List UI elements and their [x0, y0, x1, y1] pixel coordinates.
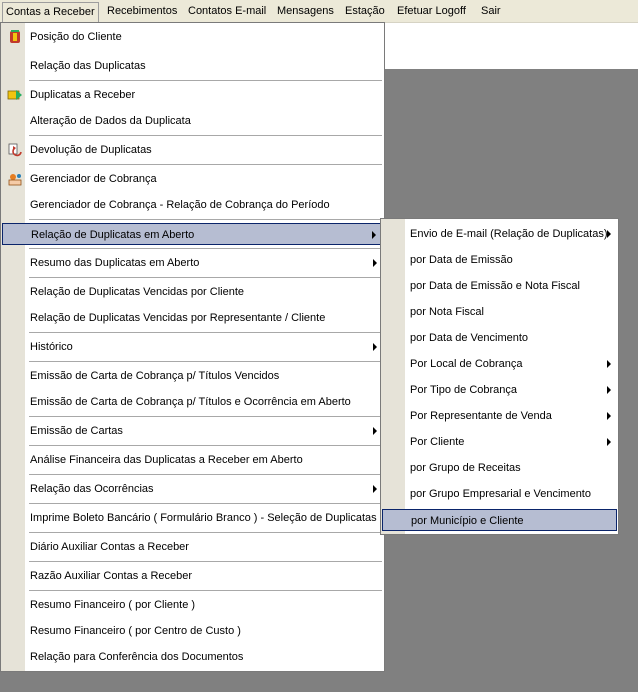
menu-item-analise-financeira[interactable]: Análise Financeira das Duplicatas a Receber em Aberto	[30, 454, 303, 466]
submenu-arrow-icon	[607, 230, 611, 238]
submenu-item-envio-email[interactable]: Envio de E-mail (Relação de Duplicatas)	[382, 223, 617, 245]
billing-manager-icon	[7, 171, 23, 187]
menu-item-resumo-duplicatas-aberto[interactable]: Resumo das Duplicatas em Aberto	[2, 252, 383, 274]
menu-mensagens[interactable]: Mensagens	[277, 5, 334, 17]
menu-item-vencidas-por-cliente[interactable]: Relação de Duplicatas Vencidas por Cliente	[30, 286, 245, 298]
submenu-arrow-icon	[607, 438, 611, 446]
menu-item-relacao-duplicatas-aberto[interactable]: Relação de Duplicatas em Aberto	[2, 223, 383, 245]
menu-item-resumo-financeiro-centro-custo[interactable]: Resumo Financeiro ( por Centro de Custo )	[30, 625, 241, 637]
submenu-arrow-icon	[607, 360, 611, 368]
menu-bar	[0, 0, 638, 23]
menu-item-relacao-ocorrencias[interactable]: Relação das Ocorrências	[2, 478, 383, 500]
separator	[29, 164, 382, 165]
menu-item-imprime-boleto[interactable]: Imprime Boleto Bancário ( Formulário Branco ) - Seleção de Duplicatas	[30, 512, 377, 524]
submenu-item-local-cobranca[interactable]: Por Local de Cobrança	[382, 353, 617, 375]
menu-item-razao-auxiliar[interactable]: Razão Auxiliar Contas a Receber	[30, 570, 193, 582]
menu-item-emissao-cartas[interactable]: Emissão de Cartas	[2, 420, 383, 442]
menu-item-alteracao-dados[interactable]: Alteração de Dados da Duplicata	[30, 115, 191, 127]
menu-item-carta-cobranca-vencidos[interactable]: Emissão de Carta de Cobrança p/ Títulos Vencidos	[30, 370, 280, 382]
submenu-arrow-icon	[373, 485, 377, 493]
menu-item-devolucao-duplicatas[interactable]: Devolução de Duplicatas	[2, 139, 383, 161]
separator	[29, 445, 382, 446]
separator	[29, 248, 382, 249]
separator	[29, 80, 382, 81]
menu-item-relacao-duplicatas[interactable]: Relação das Duplicatas	[30, 60, 146, 72]
receivables-icon	[7, 87, 23, 103]
separator	[29, 590, 382, 591]
submenu-item-cliente[interactable]: Por Cliente	[382, 431, 617, 453]
menu-item-historico[interactable]: Histórico	[2, 336, 383, 358]
menu-estacao[interactable]: Estação	[345, 5, 385, 17]
client-position-icon	[7, 29, 23, 45]
menu-item-carta-cobranca-ocorrencia[interactable]: Emissão de Carta de Cobrança p/ Títulos e Ocorrência em Aberto	[30, 396, 351, 408]
submenu-arrow-icon	[607, 412, 611, 420]
menu-item-resumo-financeiro-cliente[interactable]: Resumo Financeiro ( por Cliente )	[30, 599, 196, 611]
submenu-item-representante-venda[interactable]: Por Representante de Venda	[382, 405, 617, 427]
separator	[29, 332, 382, 333]
separator	[29, 474, 382, 475]
separator	[29, 532, 382, 533]
submenu-item-municipio-cliente[interactable]: por Município e Cliente	[382, 509, 617, 531]
menu-recebimentos[interactable]: Recebimentos	[107, 5, 178, 17]
contas-a-receber-dropdown	[0, 22, 385, 672]
submenu-arrow-icon	[373, 259, 377, 267]
submenu-arrow-icon	[372, 231, 376, 239]
menu-contatos-email[interactable]: Contatos E-mail	[188, 5, 267, 17]
submenu-arrow-icon	[607, 386, 611, 394]
submenu-item-nota-fiscal[interactable]: por Nota Fiscal	[410, 306, 484, 318]
menu-item-vencidas-por-representante[interactable]: Relação de Duplicatas Vencidas por Representante / Cliente	[30, 312, 326, 324]
menu-efetuar-logoff[interactable]: Efetuar Logoff	[397, 5, 466, 17]
relacao-duplicatas-aberto-submenu	[380, 218, 619, 535]
menu-item-diario-auxiliar[interactable]: Diário Auxiliar Contas a Receber	[30, 541, 189, 553]
menu-contas-a-receber[interactable]: Contas a Receber	[2, 2, 99, 22]
menu-item-duplicatas-a-receber[interactable]: Duplicatas a Receber	[2, 84, 383, 106]
submenu-arrow-icon	[373, 343, 377, 351]
submenu-item-tipo-cobranca[interactable]: Por Tipo de Cobrança	[382, 379, 617, 401]
submenu-item-data-emissao-nota-fiscal[interactable]: por Data de Emissão e Nota Fiscal	[410, 280, 580, 292]
menu-item-gerenciador-relacao-periodo[interactable]: Gerenciador de Cobrança - Relação de Cobrança do Período	[30, 199, 330, 211]
menu-item-conferencia-documentos[interactable]: Relação para Conferência dos Documentos	[30, 651, 244, 663]
submenu-arrow-icon	[373, 427, 377, 435]
menu-item-posicao-cliente[interactable]: Posição do Cliente	[2, 26, 383, 48]
menu-item-gerenciador-cobranca[interactable]: Gerenciador de Cobrança	[2, 168, 383, 190]
separator	[29, 277, 382, 278]
separator	[29, 503, 382, 504]
separator	[29, 361, 382, 362]
separator	[29, 416, 382, 417]
separator	[29, 135, 382, 136]
separator	[29, 561, 382, 562]
return-icon	[7, 142, 23, 158]
submenu-item-data-emissao[interactable]: por Data de Emissão	[410, 254, 513, 266]
submenu-item-data-vencimento[interactable]: por Data de Vencimento	[410, 332, 529, 344]
submenu-item-grupo-receitas[interactable]: por Grupo de Receitas	[410, 462, 521, 474]
separator	[29, 219, 382, 220]
menu-sair[interactable]: Sair	[481, 5, 501, 17]
submenu-item-grupo-empresarial[interactable]: por Grupo Empresarial e Vencimento	[410, 488, 591, 500]
